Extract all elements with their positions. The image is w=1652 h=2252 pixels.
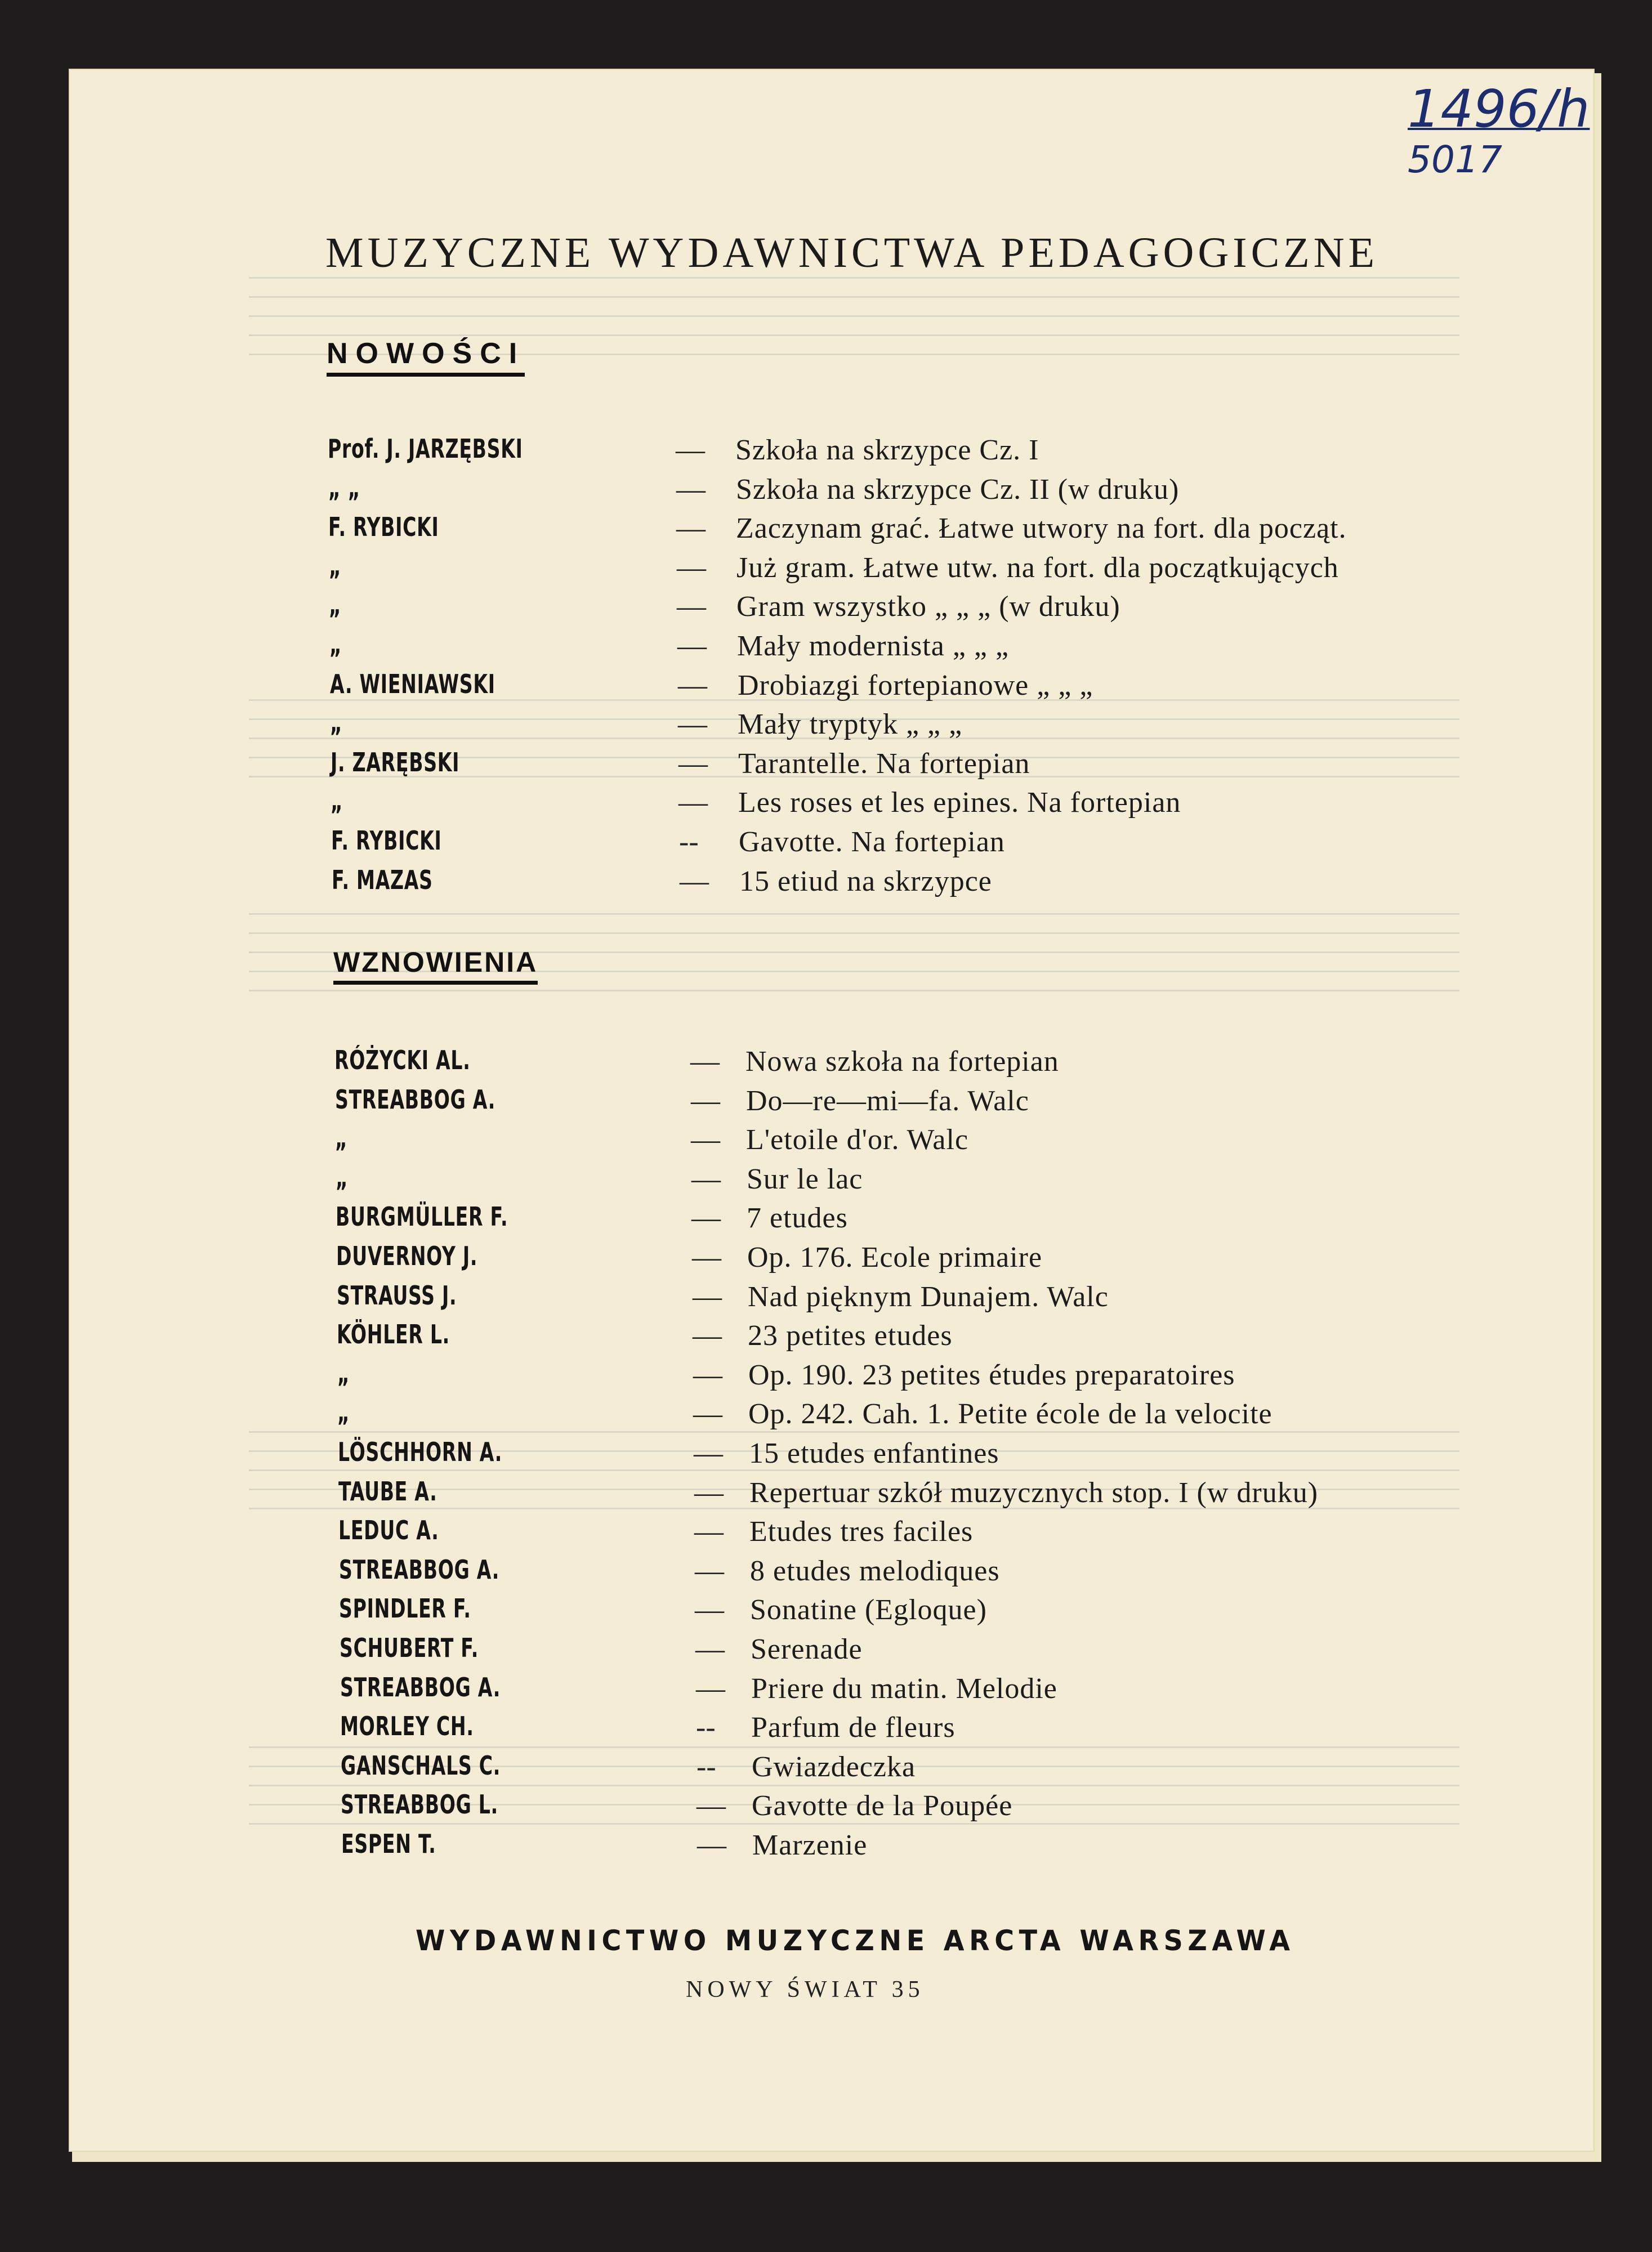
work-title: Etudes tres faciles [749,1516,974,1548]
author-name: „ [330,708,343,739]
work-title: 8 etudes melodiques [750,1554,1000,1587]
author-name: KÖHLER L. [337,1319,450,1350]
entry-dash: -- [679,826,699,858]
author-name: LEDUC A. [338,1515,439,1546]
catalog-row [0,1397,1633,1437]
catalog-row [0,1280,1633,1320]
author-name: „ [329,551,342,582]
author-name: F. RYBICKI [331,825,442,856]
work-title: 7 etudes [747,1202,848,1235]
entry-dash: — [696,1672,725,1705]
catalog-row [0,1476,1633,1516]
catalog-row [0,1201,1633,1241]
entry-dash: — [676,512,706,545]
author-name: „ [329,629,342,660]
entry-dash: — [693,1359,722,1391]
catalog-row [0,1241,1633,1280]
catalog-row [0,1437,1633,1476]
author-name: F. MAZAS [332,864,433,895]
catalog-row [0,708,1633,747]
work-title: Parfum de fleurs [751,1712,956,1744]
catalog-row [0,1789,1633,1829]
author-name: „ [335,1123,348,1154]
entry-dash: — [695,1554,724,1587]
entry-dash: — [694,1476,724,1509]
catalog-row [0,434,1633,473]
author-name: STRAUSS J. [337,1280,457,1311]
author-name: MORLEY CH. [340,1711,474,1742]
author-name: J. ZARĘBSKI [331,747,460,778]
author-name: GANSCHALS C. [341,1750,501,1781]
entry-dash: — [678,747,708,780]
work-title: Mały tryptyk „ „ „ [738,708,963,741]
work-title: Już gram. Łatwe utw. na fort. dla początkujących [736,551,1339,584]
publisher-name: WYDAWNICTWO MUZYCZNE ARCTA WARSZAWA [416,1924,1295,1957]
entry-dash: — [680,865,709,897]
handwritten-catalog-number: 1496/h [1408,79,1590,139]
author-name: „ [331,786,343,817]
catalog-row [0,1123,1633,1163]
entry-dash: — [696,1790,726,1822]
author-name: RÓŻYCKI AL. [334,1045,471,1075]
work-title: Drobiazgi fortepianowe „ „ „ [738,669,1093,701]
entry-dash: — [695,1594,724,1627]
work-title: Les roses et les epines. Na fortepian [738,787,1181,819]
work-title: Mały modernista „ „ „ [737,630,1010,662]
entry-dash: — [676,434,705,466]
entry-dash: — [693,1280,722,1313]
entry-dash: — [691,1202,721,1235]
work-title: Marzenie [752,1829,868,1861]
catalog-row [0,551,1633,591]
catalog-row [0,1672,1633,1712]
page-title: MUZYCZNE WYDAWNICTWA PEDAGOGICZNE [325,229,1379,276]
work-title: 15 etudes enfantines [749,1437,999,1469]
work-title: Op. 190. 23 petites études preparatoires [748,1359,1235,1391]
author-name: „ [337,1358,350,1389]
entry-dash: — [694,1437,723,1469]
author-name: SPINDLER F. [339,1593,471,1624]
work-title: Do—re—mi—fa. Walc [746,1084,1029,1117]
work-title: Szkoła na skrzypce Cz. I [735,434,1039,466]
work-title: Nowa szkoła na fortepian [745,1045,1059,1078]
author-name: SCHUBERT F. [340,1633,479,1663]
catalog-row [0,786,1633,825]
author-name: „ [329,590,342,621]
entry-dash: — [691,1084,720,1117]
catalog-row [0,747,1633,787]
work-title: L'etoile d'or. Walc [746,1124,969,1156]
work-title: Op. 176. Ecole primaire [747,1241,1043,1274]
author-name: A. WIENIAWSKI [330,668,495,699]
entry-dash: — [695,1633,725,1665]
entry-dash: — [677,630,707,662]
entry-dash: — [678,708,707,741]
catalog-row [0,1515,1633,1554]
work-title: Gavotte de la Poupée [752,1790,1013,1822]
entry-dash: -- [696,1750,716,1783]
catalog-row [0,590,1633,629]
entry-dash: — [693,1320,722,1352]
work-title: 15 etiud na skrzypce [739,865,992,897]
work-title: Priere du matin. Melodie [751,1672,1057,1705]
author-name: STREABBOG L. [341,1789,498,1820]
work-title: Sur le lac [747,1163,863,1195]
work-title: Gwiazdeczka [752,1750,916,1783]
publisher-address: NOWY ŚWIAT 35 [686,1977,925,2003]
author-name: ESPEN T. [341,1829,436,1859]
entry-dash: — [690,1045,720,1078]
author-name: LÖSCHHORN A. [338,1437,503,1467]
work-title: Gram wszystko „ „ „ (w druku) [736,591,1120,623]
work-title: Nad pięknym Dunajem. Walc [748,1280,1109,1313]
catalog-row [0,825,1633,865]
catalog-row [0,629,1633,669]
entry-dash: — [677,591,706,623]
catalog-row [0,1084,1633,1124]
author-name: STREABBOG A. [340,1672,501,1703]
work-title: Tarantelle. Na fortepian [738,747,1030,780]
work-title: Szkoła na skrzypce Cz. II (w druku) [736,473,1180,506]
catalog-row [0,669,1633,708]
entry-dash: — [694,1516,724,1548]
entry-dash: -- [696,1712,716,1744]
catalog-row [0,1319,1633,1359]
author-name: TAUBE A. [338,1476,437,1507]
work-title: Op. 242. Cah. 1. Petite école de la velocite [748,1398,1273,1431]
entry-dash: — [677,551,706,584]
catalog-row [0,512,1633,551]
handwritten-inventory-number: 5017 [1408,138,1502,181]
catalog-row [0,1633,1633,1672]
catalog-row [0,1711,1633,1750]
author-name: F. RYBICKI [328,512,439,543]
catalog-row [0,1750,1633,1790]
work-title: 23 petites etudes [748,1320,953,1352]
author-name: Prof. J. JARZĘBSKI [328,434,523,464]
author-name: „ [336,1162,349,1193]
catalog-row [0,473,1633,512]
catalog-row [0,1045,1633,1084]
author-name: STREABBOG A. [335,1084,496,1115]
work-title: Gavotte. Na fortepian [739,826,1005,858]
entry-dash: — [693,1398,722,1431]
catalog-row [0,1593,1633,1633]
entry-dash: — [691,1124,720,1156]
section-heading-nowosci: NOWOŚCI [327,337,525,377]
entry-dash: — [697,1829,726,1861]
entry-dash: — [692,1241,721,1274]
catalog-row [0,1359,1633,1398]
catalog-row [0,1829,1633,1868]
catalog-row [0,1554,1633,1594]
entry-dash: — [678,669,707,701]
work-title: Zaczynam grać. Łatwe utwory na fort. dla począt. [736,512,1347,545]
entry-dash: — [678,787,708,819]
author-name: „ [337,1397,350,1428]
catalog-row [0,1163,1633,1202]
author-name: STREABBOG A. [339,1554,500,1585]
work-title: Serenade [751,1633,863,1665]
author-name: DUVERNOY J. [336,1241,478,1271]
author-name: BURGMÜLLER F. [336,1201,508,1232]
catalog-row [0,865,1633,904]
author-name: „ „ [328,472,361,503]
section-heading-wznowienia: WZNOWIENIA [333,946,538,985]
entry-dash: — [676,473,706,506]
entry-dash: — [691,1163,721,1195]
work-title: Repertuar szkół muzycznych stop. I (w druku) [749,1476,1319,1509]
work-title: Sonatine (Egloque) [750,1594,987,1627]
